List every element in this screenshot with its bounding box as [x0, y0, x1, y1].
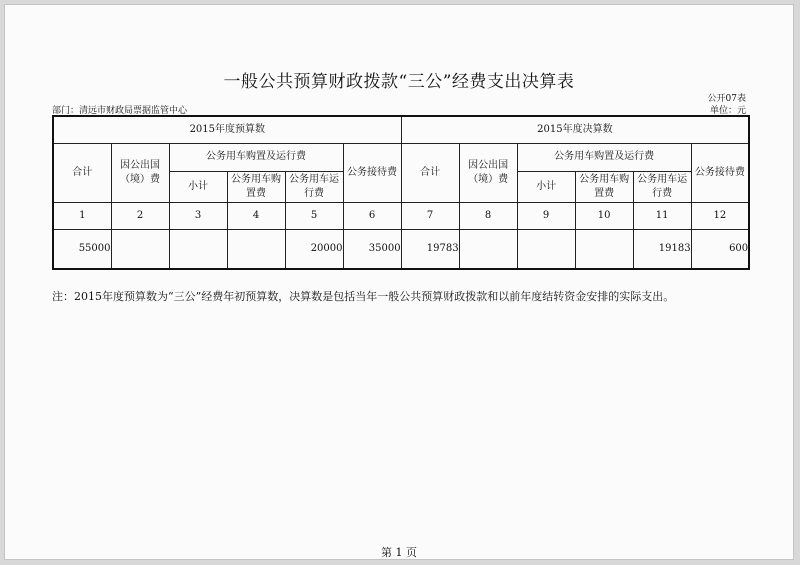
- final-subtotal-cell: [517, 229, 575, 269]
- report-title: 一般公共预算财政拨款“三公”经费支出决算表: [223, 72, 575, 92]
- final-reception-header: 公务接待费: [691, 143, 749, 202]
- budget-subtotal-header: 小计: [169, 171, 227, 202]
- col-number: 1: [53, 202, 111, 229]
- expenditure-table: [52, 115, 750, 270]
- final-group-header: 2015年度决算数: [401, 116, 749, 143]
- budget-vehicle-purchase-header: 公务用车购置费: [227, 171, 285, 202]
- unit-label: 单位：元: [709, 106, 746, 116]
- final-vehicle-purchase-header: 公务用车购置费: [575, 171, 633, 202]
- column-header-row-1: [53, 143, 749, 171]
- col-number: 11: [633, 202, 691, 229]
- budget-group-header: 2015年度预算数: [53, 116, 401, 143]
- data-row: [53, 229, 749, 269]
- final-abroad-header: 因公出国（境）费: [459, 143, 517, 202]
- final-vehicle-group-header: 公务用车购置及运行费: [517, 143, 691, 171]
- form-code: 公开07表: [707, 94, 746, 104]
- budget-vehicle-group-header: 公务用车购置及运行费: [169, 143, 343, 171]
- department-label: 部门：清远市财政局票据监管中心: [52, 106, 188, 116]
- final-vehicle-purchase-cell: [575, 229, 633, 269]
- budget-vehicle-operation-cell: 20000: [285, 229, 343, 269]
- budget-reception-header: 公务接待费: [343, 143, 401, 202]
- final-reception-cell: 600: [691, 229, 749, 269]
- col-number: 4: [227, 202, 285, 229]
- final-total-cell: 19783: [401, 229, 459, 269]
- col-number: 5: [285, 202, 343, 229]
- budget-abroad-cell: [111, 229, 169, 269]
- final-vehicle-operation-header: 公务用车运行费: [633, 171, 691, 202]
- final-abroad-cell: [459, 229, 517, 269]
- col-number: 12: [691, 202, 749, 229]
- budget-vehicle-operation-header: 公务用车运行费: [285, 171, 343, 202]
- budget-abroad-header: 因公出国（境）费: [111, 143, 169, 202]
- budget-total-cell: 55000: [53, 229, 111, 269]
- group-header-row: [53, 116, 749, 143]
- col-number: 2: [111, 202, 169, 229]
- page-number: 第 1 页: [381, 546, 417, 559]
- final-total-header: 合计: [401, 143, 459, 202]
- budget-subtotal-cell: [169, 229, 227, 269]
- column-number-row: [53, 202, 749, 229]
- col-number: 6: [343, 202, 401, 229]
- col-number: 8: [459, 202, 517, 229]
- budget-vehicle-purchase-cell: [227, 229, 285, 269]
- col-number: 10: [575, 202, 633, 229]
- col-number: 7: [401, 202, 459, 229]
- budget-total-header: 合计: [53, 143, 111, 202]
- col-number: 3: [169, 202, 227, 229]
- final-vehicle-operation-cell: 19183: [633, 229, 691, 269]
- document-page: [4, 4, 794, 560]
- col-number: 9: [517, 202, 575, 229]
- table-note: 注：2015年度预算数为“三公”经费年初预算数，决算数是包括当年一般公共预算财政拨款和以前年度结转资金安排的实际支出。: [52, 290, 675, 303]
- final-subtotal-header: 小计: [517, 171, 575, 202]
- budget-reception-cell: 35000: [343, 229, 401, 269]
